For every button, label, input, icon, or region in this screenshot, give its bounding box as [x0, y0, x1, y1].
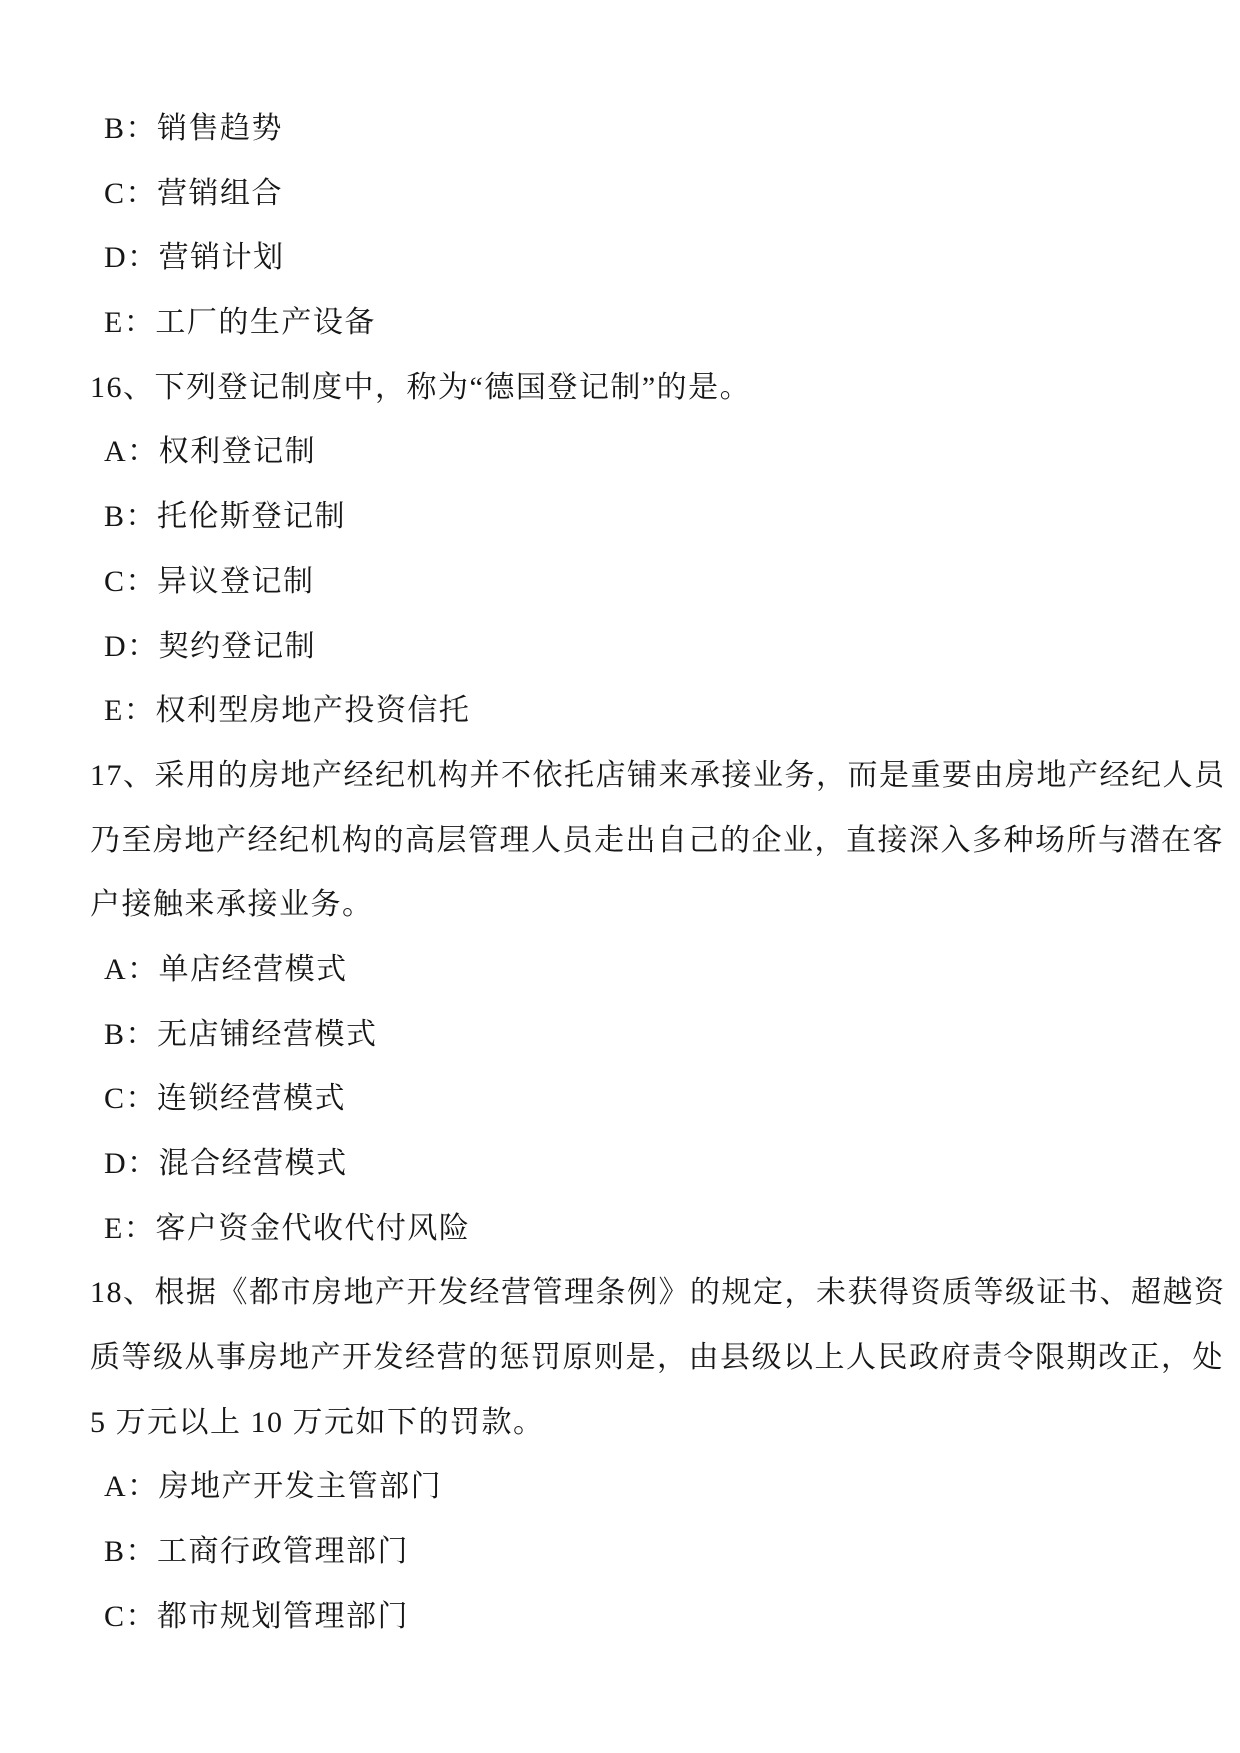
q18-stem-line-2: 质等级从事房地产开发经营的惩罚原则是，由县级以上人民政府责令限期改正，处 [90, 1341, 1224, 1375]
q15-option-b: B：销售趋势 [104, 112, 284, 145]
q16-option-a: A：权利登记制 [104, 435, 317, 469]
q18-option-b: B：工商行政管理部门 [104, 1535, 410, 1569]
q18-stem-line-1: 18、根据《都市房地产开发经营管理条例》的规定，未获得资质等级证书、超越资 [90, 1276, 1226, 1310]
q18-stem-line-3: 5 万元以上 10 万元如下的罚款。 [90, 1405, 545, 1439]
q15-option-d: D：营销计划 [104, 241, 285, 275]
q15-option-e: E：工厂的生产设备 [104, 306, 376, 340]
q15-option-c: C：营销组合 [104, 176, 284, 210]
q17-option-b: B：无店铺经营模式 [104, 1017, 378, 1051]
q17-option-d: D：混合经营模式 [104, 1147, 348, 1180]
q17-option-e: E：客户资金代收代付风险 [104, 1211, 471, 1245]
q17-stem-line-2: 乃至房地产经纪机构的高层管理人员走出自己的企业，直接深入多种场所与潜在客 [90, 823, 1224, 857]
q17-option-a: A：单店经营模式 [104, 952, 348, 986]
q16-option-d: D：契约登记制 [104, 629, 317, 663]
q16-stem: 16、下列登记制度中，称为“德国登记制”的是。 [90, 370, 752, 404]
q16-option-c: C：异议登记制 [104, 564, 315, 598]
q17-stem-line-3: 户接触来承接业务。 [90, 888, 374, 922]
q16-option-b: B：托伦斯登记制 [104, 500, 347, 534]
q18-option-c: C：都市规划管理部门 [104, 1599, 410, 1633]
q18-option-a: A：房地产开发主管部门 [104, 1470, 443, 1504]
q17-stem-line-1: 17、采用的房地产经纪机构并不依托店铺来承接业务，而是重要由房地产经纪人员 [90, 758, 1226, 792]
q16-option-e: E：权利型房地产投资信托 [104, 694, 471, 728]
q17-option-c: C：连锁经营模式 [104, 1082, 347, 1116]
